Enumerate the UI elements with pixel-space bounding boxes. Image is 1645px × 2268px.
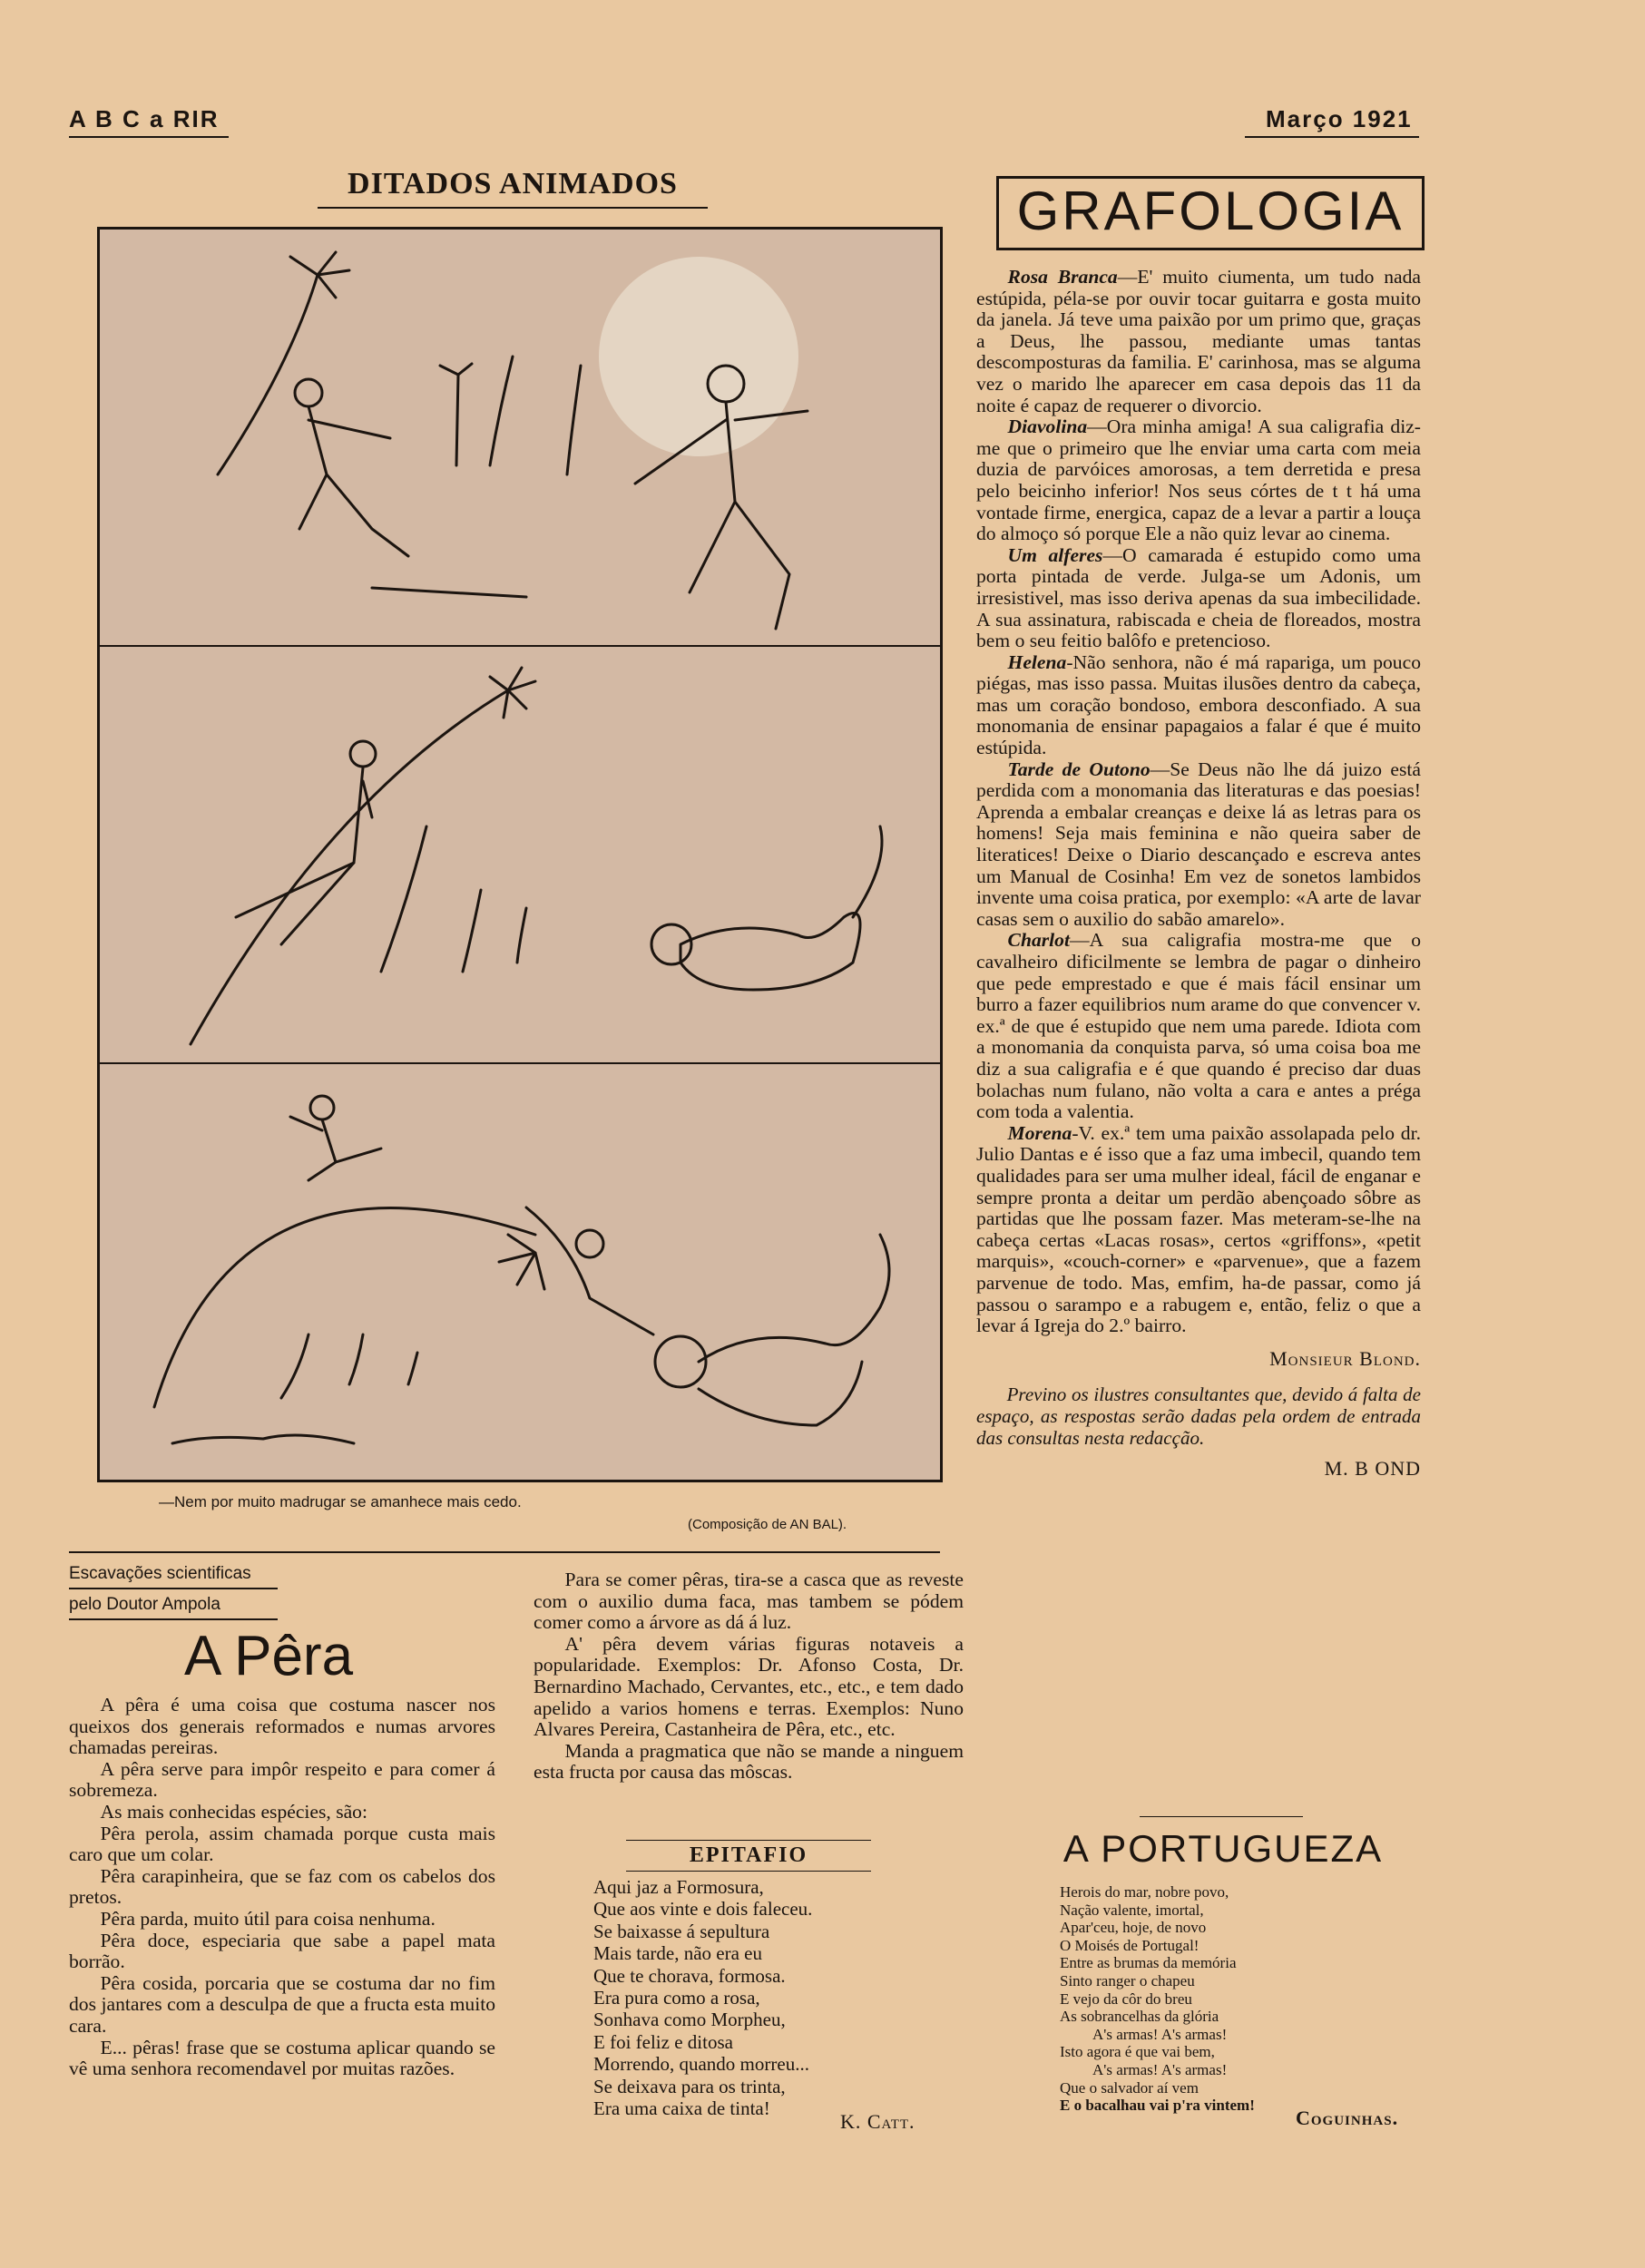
section-heading-rule <box>69 1588 278 1589</box>
grafologia-entry <box>976 652 1421 759</box>
pera-paragraph: A pêra serve para impôr respeito e para comer á sobremeza. <box>69 1757 495 1802</box>
poem-line: Isto agora é que vai bem, <box>1060 2043 1215 2061</box>
pera-title: A Pêra <box>183 1625 354 1687</box>
grafologia-entry <box>976 759 1421 931</box>
magazine-title: A B C a RIR <box>69 105 220 132</box>
grafologia-entry <box>976 416 1421 545</box>
pera-paragraph: Pêra parda, muito útil para coisa nenhuma. <box>100 1907 436 1930</box>
pera-paragraph: Pêra carapinheira, que se faz com os cabelos dos pretos. <box>69 1864 495 1909</box>
section-heading: Escavações scientificas <box>69 1564 251 1583</box>
epitafio-signature: K. Catt. <box>840 2110 916 2133</box>
poem-line: Entre as brumas da memória <box>1060 1954 1237 1972</box>
pera-paragraph: Pêra cosida, porcaria que se costuma dar no fim dos jantares com a desculpa de que a fructa esta muito cara. <box>69 1971 495 2037</box>
entry-text: -V. ex.ª tem uma paixão assolapada pelo dr. Julio Dantas e é isso que a faz uma imbecil, quando tem qualidades para ser uma mulher ideal, fácil de enganar e sempre pronta a deitar um perdão abençoado sôbre as partidas que lhe possam fazer. Mas meteram-se-lhe na cabeça certas «Lacas rosas», certos «griffons», «petit marquis», «couch-corner» e «parvenue», que a fazem parvenue de todo. Mas, emfim, ha-de passar, como já passou o sarampo e a rabugem e, então, feliz o que a levar á Igreja do 2.º bairro. <box>976 1121 1421 1337</box>
ditados-title: DITADOS ANIMADOS <box>348 167 678 200</box>
pera-paragraph: Manda a pragmatica que não se mande a ninguem esta fructa por causa das môscas. <box>534 1739 964 1784</box>
portugueza-rule <box>1140 1816 1303 1817</box>
section-author: pelo Doutor Ampola <box>69 1595 220 1614</box>
entry-text: —O camarada é estupido como uma porta pintada de verde. Julga-se um Adonis, um irresistivel, mas isso deriva apenas da sua imbecilidade. A sua assinatura, rabiscada e cheia de floreados, mostra bem o seu feitio balôfo e pretencioso. <box>976 543 1421 652</box>
pera-paragraph: E... pêras! frase que se costuma aplicar quando se vê uma senhora recomendavel por muitas razões. <box>69 2036 495 2080</box>
entry-text: —A sua caligrafia mostra-me que o cavalheiro dificilmente se lembra de pagar o dinheiro que pede emprestado e que é mais fácil ensinar um burro a fazer equilibrios num arame do que convencer v. ex.ª de que é estupido que nem uma parede. Idiota com a monomania da conquista parva, só uma coisa boa me diz a sua caligrafia e é que quando é preciso dar duas bolachas num fulano, não volta a cara e antes a préga com toda a valentia. <box>976 929 1421 1123</box>
portugueza-title: A PORTUGUEZA <box>1062 1827 1384 1870</box>
poem-line: O Moisés de Portugal! <box>1060 1936 1199 1954</box>
pera-paragraph: As mais conhecidas espécies, são: <box>100 1800 367 1823</box>
grafologia-notice: Previno os ilustres consultantes que, devido á falta de espaço, as respostas serão dadas pela ordem de entrada das consultas nesta redacção. <box>976 1383 1421 1450</box>
poem-line: Nação valente, imortal, <box>1060 1901 1204 1919</box>
poem-line: As sobrancelhas da glória <box>1060 2008 1219 2026</box>
section-author-rule <box>69 1618 278 1620</box>
poem-line: E vejo da côr do breu <box>1060 1989 1192 2008</box>
poem-line: Morrendo, quando morreu... <box>593 2053 809 2076</box>
notice-signature: M. B OND <box>1324 1457 1421 1481</box>
ditados-title-underline <box>318 207 708 209</box>
pera-paragraph: Pêra perola, assim chamada porque custa mais caro que um colar. <box>69 1822 495 1866</box>
poem-line: A's armas! A's armas! <box>1092 2060 1228 2078</box>
grafologia-title: GRAFOLOGIA <box>996 176 1425 250</box>
poem-line: Era uma caixa de tinta! <box>593 2097 770 2120</box>
poem-line: Que o salvador aí vem <box>1060 2078 1199 2097</box>
comic-credit: (Composição de AN BAL). <box>688 1517 847 1532</box>
portugueza-signature: Coguinhas. <box>1296 2107 1399 2129</box>
grafologia-entry <box>976 930 1421 1122</box>
poem-line: E foi feliz e ditosa <box>593 2030 733 2053</box>
pera-paragraph: Pêra doce, especiaria que sabe a papel mata borrão. <box>69 1929 495 1973</box>
epitafio-poem <box>593 1876 956 2119</box>
poem-line: Que aos vinte e dois faleceu. <box>593 1898 813 1921</box>
header-rule-left <box>69 136 229 138</box>
entry-name: Tarde de Outono <box>1007 758 1151 780</box>
poem-line: Sinto ranger o chapeu <box>1060 1971 1195 1989</box>
poem-line: Se deixava para os trinta, <box>593 2075 786 2097</box>
grafologia-column <box>976 267 1421 1480</box>
portugueza-poem <box>1060 1883 1414 2115</box>
grafologia-entry <box>976 267 1421 416</box>
poem-line: Apar'ceu, hoje, de novo <box>1060 1919 1207 1937</box>
grafologia-signature: Monsieur Blond. <box>1269 1346 1421 1370</box>
comic-bottom-rule <box>69 1551 940 1553</box>
epitafio-title: EPITAFIO <box>689 1843 808 1867</box>
entry-text: —E' muito ciumenta, um tudo nada estúpida, péla-se por ouvir tocar guitarra e gosta muito da janela. Já teve uma paixão por um primo que, graças a Deus, lhe passou, mediante umas tantas descomposturas da familia. E' carinhosa, mas se alguma vez o marido lhe aparecer em casa depois das 11 da noite é capaz de requerer o divorcio. <box>976 266 1422 416</box>
comic-strip <box>97 227 943 1482</box>
grafologia-entry <box>976 1123 1421 1337</box>
poem-line: Aqui jaz a Formosura, <box>593 1876 764 1898</box>
pera-column-2 <box>534 1569 964 1784</box>
poem-line: Se baixasse á sepultura <box>593 1920 770 1942</box>
panel-1-illustration <box>100 230 940 645</box>
poem-line: Que te chorava, formosa. <box>593 1964 786 1987</box>
entry-name: Um alferes <box>1007 543 1103 566</box>
poem-line: Herois do mar, nobre povo, <box>1060 1883 1229 1901</box>
pera-paragraph: A pêra é uma coisa que costuma nascer nos queixos dos generais reformados e numas arvores chamadas pereiras. <box>69 1694 495 1759</box>
entry-text: —Se Deus não lhe dá juizo está perdida com a monomania das literaturas e das poesias! Aprenda a embalar creanças e deixe lá as letras para os homens! Seja mais feminina e não queira saber de literatices! Deixe o Diario descançado e escreva antes um Manual de Cosinha! Em vez de sonetos lambidos invente uma coisa pratica, por exemplo: «A arte de lavar casas sem o auxilio do sabão amarelo». <box>976 758 1421 930</box>
entry-name: Charlot <box>1007 929 1070 952</box>
poem-line: Mais tarde, não era eu <box>593 1942 762 1965</box>
entry-text: -Não senhora, não é má rapariga, um pouco piégas, mas isso passa. Muitas ilusões dentro da cabeça, mas um coração bondoso, embora desconfiado. A sua monomania de ensinar papagaios a falar é que é muito estúpida. <box>976 650 1421 759</box>
entry-name: Helena <box>1007 650 1067 673</box>
grafologia-entry <box>976 545 1421 652</box>
comic-panel-3 <box>100 1062 940 1480</box>
panel-2-illustration <box>100 645 940 1062</box>
header-rule-right <box>1245 136 1419 138</box>
comic-panel-1 <box>100 230 940 647</box>
entry-name: Morena <box>1007 1121 1072 1144</box>
pera-paragraph: Para se comer pêras, tira-se a casca que as reveste com o auxilio duma faca, mas tambem se pódem comer como a árvore as dá á luz. <box>534 1569 964 1634</box>
poem-line: Era pura como a rosa, <box>593 1987 760 2009</box>
epitafio-rule-top <box>626 1840 871 1841</box>
epitafio-rule-bottom <box>626 1871 871 1872</box>
entry-text: —Ora minha amiga! A sua caligrafia diz-me que o primeiro que lhe enviar uma carta com meia duzia de parvóices amorosas, a tem derretida e presa pelo beicinho inferior! Nos seus córtes de t t há uma vontade firme, energica, capaz de a levar a partir a louça do almoço só porque Ele a não quiz levar ao cinema. <box>976 415 1421 545</box>
pera-paragraph: A' pêra devem várias figuras notaveis a popularidade. Exemplos: Dr. Afonso Costa, Dr. Bernardino Machado, Cervantes, etc., etc., e tem dado apelido a varios homens e terras. Exemplos: Nuno Alvares Pereira, Castanheira de Pêra, etc., etc. <box>534 1632 964 1741</box>
panel-3-illustration <box>100 1062 940 1480</box>
pera-column-1 <box>69 1695 495 2080</box>
entry-name: Diavolina <box>1007 415 1088 438</box>
comic-panel-2 <box>100 645 940 1064</box>
poem-line: E o bacalhau vai p'ra vintem! <box>1060 2097 1255 2115</box>
poem-line: A's armas! A's armas! <box>1092 2025 1228 2043</box>
comic-caption: —Nem por muito madrugar se amanhece mais cedo. <box>159 1493 522 1510</box>
issue-date: Março 1921 <box>1266 105 1413 132</box>
entry-name: Rosa Branca <box>1007 266 1118 288</box>
poem-line: Sonhava como Morpheu, <box>593 2009 786 2031</box>
